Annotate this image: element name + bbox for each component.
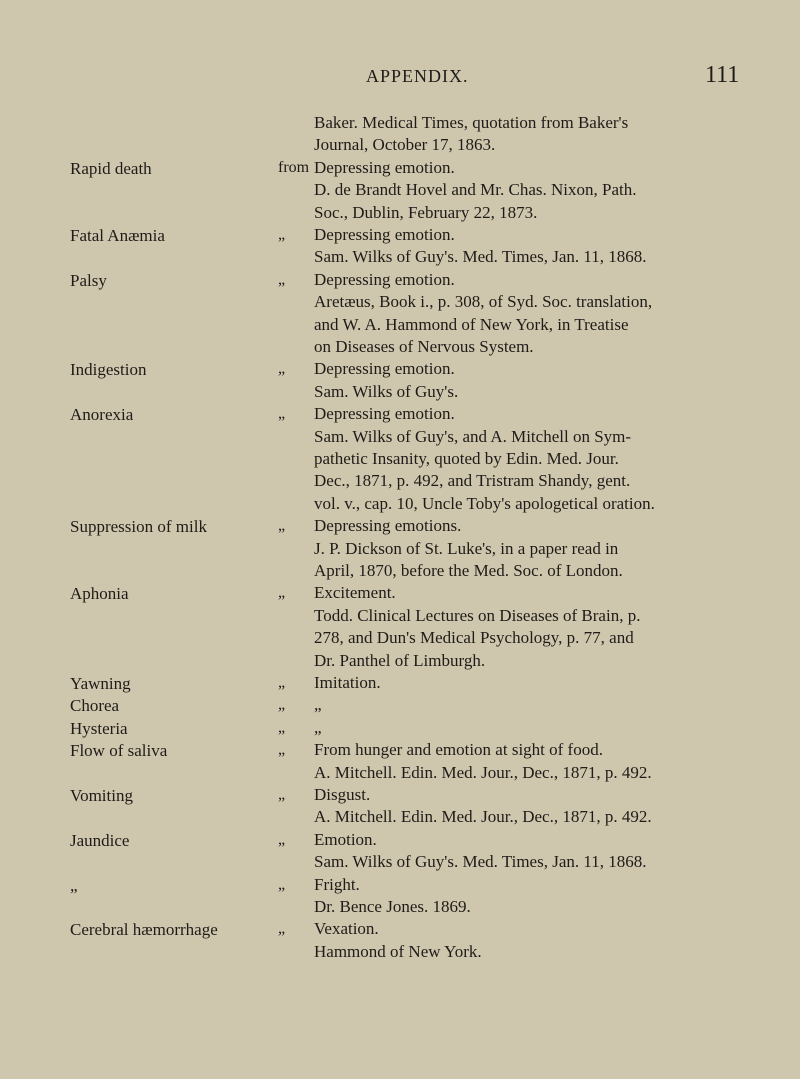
subject-label: Vomiting [70, 786, 133, 805]
reference-line: Todd. Clinical Lectures on Diseases of Brain, p. [314, 605, 641, 625]
cause-line: Depressing emotion. [314, 404, 455, 424]
reference-line: Sam. Wilks of Guy's. Med. Times, Jan. 11, 1868. [314, 247, 647, 267]
ditto-mark: „ [278, 405, 286, 423]
ditto-mark: „ [278, 741, 286, 759]
subject-label: Anorexia [70, 405, 134, 425]
cause-line: Depressing emotions. [314, 516, 462, 536]
ditto-mark: „ [278, 226, 286, 243]
cause-line: Depressing emotion. [314, 269, 455, 289]
subject-label: Aphonia [70, 584, 129, 604]
reference-line: vol. v., cap. 10, Uncle Toby's apologetical oration. [314, 493, 655, 513]
ditto-mark: „ [278, 584, 286, 602]
cause-line: Depressing emotion. [314, 157, 455, 177]
cause-line: Fright. [314, 874, 360, 894]
reference-line: Sam. Wilks of Guy's. Med. Times, Jan. 11, 1868. [314, 852, 647, 872]
subject-label: Hysteria [70, 718, 128, 738]
cause-line: Depressing emotion. [314, 225, 455, 244]
reference-line: D. de Brandt Hovel and Mr. Chas. Nixon, Path. [314, 180, 637, 200]
reference-line: and W. A. Hammond of New York, in Treatise [314, 314, 629, 334]
subject-label: Indigestion [70, 360, 147, 380]
subject-label: „ [70, 875, 78, 895]
subject-label: Suppression of milk [70, 517, 207, 537]
ditto-mark: „ [278, 920, 286, 938]
reference-line: Dec., 1871, p. 492, and Tristram Shandy, gent. [314, 471, 631, 491]
cause-line: Disgust. [314, 785, 371, 804]
ditto-mark: „ [278, 786, 286, 803]
subject-label: Yawning [70, 674, 131, 693]
subject-label: Fatal Anæmia [70, 226, 165, 245]
ditto-mark: „ [278, 718, 286, 736]
reference-line: Dr. Bence Jones. 1869. [314, 897, 471, 916]
reference-line: Sam. Wilks of Guy's, and A. Mitchell on Sym- [314, 426, 632, 446]
ditto-mark: „ [278, 517, 286, 535]
reference-line: J. P. Dickson of St. Luke's, in a paper read in [314, 538, 619, 558]
reference-line: Aretæus, Book i., p. 308, of Syd. Soc. translation, [314, 292, 653, 312]
page-header [0, 62, 800, 102]
cause-line: Vexation. [314, 919, 379, 939]
ditto-mark: „ [278, 830, 286, 848]
reference-line: 278, and Dun's Medical Psychology, p. 77, and [314, 628, 634, 648]
ditto-mark: from [278, 158, 310, 176]
cause-line: Imitation. [314, 673, 381, 692]
subject-label: Cerebral hæmorrhage [70, 920, 218, 940]
subject-label: Palsy [70, 270, 107, 290]
cause-line: Excitement. [314, 583, 396, 603]
subject-label: Jaundice [70, 830, 130, 850]
reference-line: Sam. Wilks of Guy's. [314, 381, 459, 401]
subject-label: Chorea [70, 696, 120, 716]
cause-line: „ [314, 695, 322, 715]
reference-line: A. Mitchell. Edin. Med. Jour., Dec., 1871, p. 492. [314, 762, 652, 782]
entry-line: Baker. Medical Times, quotation from Baker's [314, 113, 629, 132]
reference-line: A. Mitchell. Edin. Med. Jour., Dec., 1871, p. 492. [314, 807, 652, 827]
cause-line: Depressing emotion. [314, 359, 455, 379]
reference-line: on Diseases of Nervous System. [314, 337, 534, 356]
page-number: 111 [705, 62, 740, 88]
reference-line: pathetic Insanity, quoted by Edin. Med. Jour. [314, 449, 619, 468]
subject-label: Rapid death [70, 158, 152, 178]
reference-line: Soc., Dublin, February 22, 1873. [314, 202, 538, 222]
reference-line: April, 1870, before the Med. Soc. of London. [314, 561, 623, 580]
reference-line: Hammond of New York. [314, 941, 482, 961]
entry-line: Journal, October 17, 1863. [314, 135, 496, 155]
cause-line: Emotion. [314, 829, 377, 849]
running-head: APPENDIX. [366, 66, 469, 86]
ditto-mark: „ [278, 674, 286, 691]
ditto-mark: „ [278, 875, 286, 893]
ditto-mark: „ [278, 696, 286, 714]
ditto-mark: „ [278, 270, 286, 288]
cause-line: From hunger and emotion at sight of food. [314, 740, 603, 760]
subject-label: Flow of saliva [70, 741, 168, 761]
cause-line: „ [314, 717, 322, 737]
reference-line: Dr. Panthel of Limburgh. [314, 650, 486, 670]
ditto-mark: „ [278, 360, 286, 378]
